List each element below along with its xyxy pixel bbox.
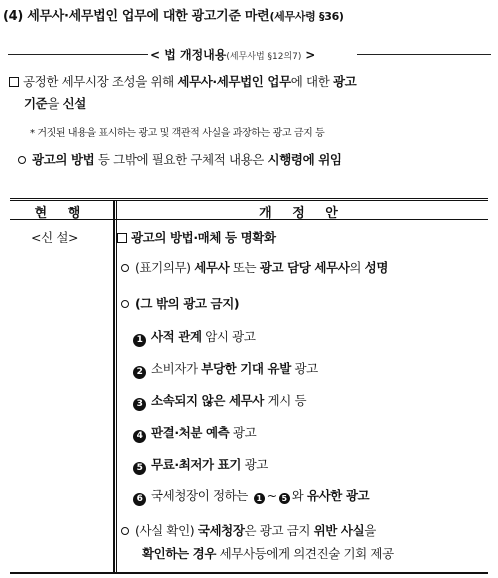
divider-right (357, 54, 491, 55)
sub-item-4: 4 판결·처분 예측 광고 (133, 423, 256, 443)
number-1-icon: 1 (133, 334, 146, 347)
law-ref: (세무사법 §12의7) (226, 52, 302, 62)
circle-bullet-icon (121, 300, 129, 308)
revised-heading: 광고의 방법·매체 등 명확화 (117, 228, 276, 246)
column-divider (113, 201, 115, 572)
number-5-icon: 5 (133, 462, 146, 475)
header-current: 현 행 (34, 206, 89, 221)
square-bullet-icon (9, 77, 19, 87)
law-revision-label (150, 46, 315, 63)
sub-item-2: 2 소비자가 부당한 기대 유발 광고 (133, 359, 318, 379)
sub-item-3: 3 소속되지 않은 세무사 게시 등 (133, 391, 306, 411)
circle-bullet-icon (121, 264, 129, 272)
item2: (그 밖의 광고 금지) (121, 294, 239, 312)
header-divider (10, 219, 488, 220)
law-close: > (305, 48, 316, 62)
current-cell: <신 설> (31, 230, 79, 245)
number-1-icon: 1 (254, 493, 265, 504)
divider-left (8, 54, 148, 55)
header-revised: 개 정 안 (259, 206, 346, 221)
note1: * 거짓된 내용을 표시하는 광고 및 객관적 사실을 과장하는 광고 금지 등 (30, 128, 325, 139)
square-bullet-icon (117, 233, 127, 243)
sub-item-5: 5 무료·최저가 표기 광고 (133, 455, 268, 475)
bullet2: 광고의 방법 등 그밖에 필요한 구체적 내용은 시행령에 위임 (18, 150, 342, 168)
number-5-icon: 5 (279, 493, 290, 504)
number-3-icon: 3 (133, 398, 146, 411)
section-title (3, 5, 344, 24)
bullet1-line1: 공정한 세무시장 조성을 위해 세무사·세무법인 업무에 대한 광고 (9, 72, 356, 90)
sub-item-1: 1 사적 관계 암시 광고 (133, 327, 256, 347)
item3-line1: (사실 확인) 국세청장은 광고 금지 위반 사실을 (121, 521, 376, 539)
column-divider-inner (116, 201, 117, 572)
number-2-icon: 2 (133, 366, 146, 379)
circle-bullet-icon (121, 527, 129, 535)
circle-bullet-icon (18, 156, 26, 164)
section-title-main: (4) 세무사·세무법인 업무에 대한 광고기준 마련 (3, 9, 270, 24)
law-revision-header (0, 46, 498, 62)
number-4-icon: 4 (133, 430, 146, 443)
number-6-icon: 6 (133, 493, 146, 506)
sub-item-6: 6 국세청장이 정하는 1 ~ 5 와 유사한 광고 (133, 486, 369, 506)
section-title-ref: (세무사령 §36) (269, 10, 344, 23)
item3-line2: 확인하는 경우 세무사등에게 의견진술 기회 제공 (142, 546, 394, 561)
bullet1-line2: 기준을 신설 (24, 96, 86, 111)
law-label-text: < 법 개정내용 (150, 48, 227, 62)
item1: (표기의무) 세무사 또는 광고 담당 세무사의 성명 (121, 258, 388, 276)
comparison-table (10, 198, 488, 574)
